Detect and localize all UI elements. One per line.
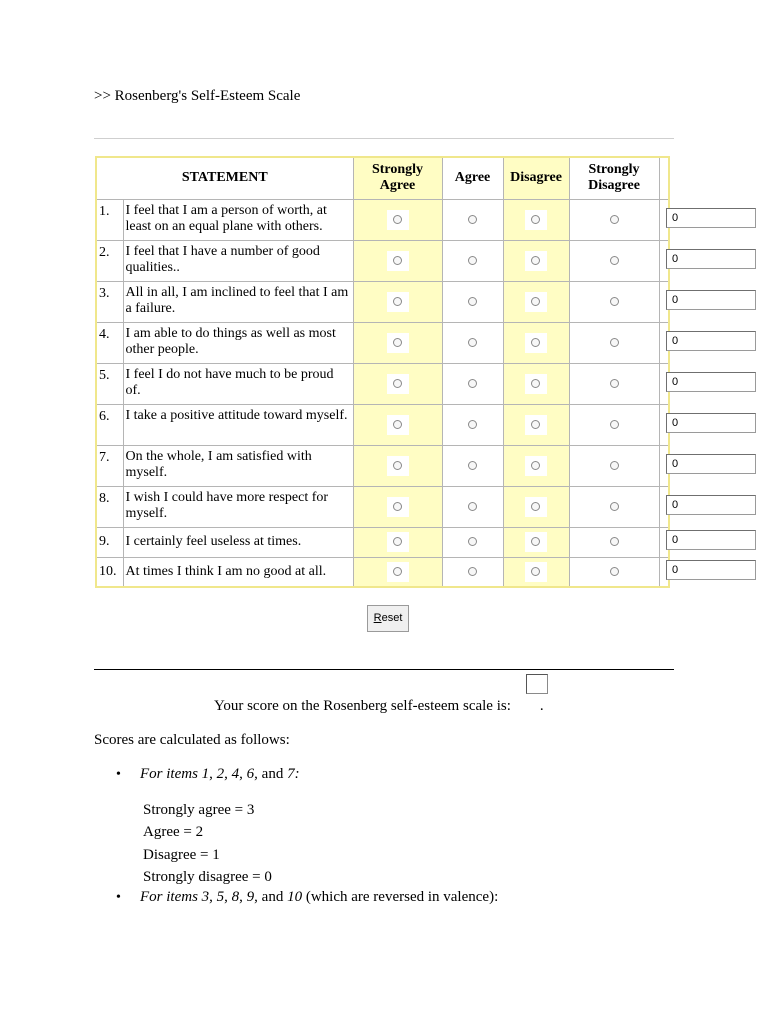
radio-sa[interactable] xyxy=(393,420,402,429)
g2-suffix: (which are reversed in valence): xyxy=(305,889,499,905)
radio-bg xyxy=(387,374,409,394)
header-agree: Agree xyxy=(442,157,503,199)
radio-a[interactable] xyxy=(468,215,477,224)
statement-text: I certainly feel useless at times. xyxy=(123,527,353,557)
scoring-intro: Scores are calculated as follows: xyxy=(94,732,290,748)
radio-sa[interactable] xyxy=(393,215,402,224)
item-score-input[interactable] xyxy=(666,413,756,433)
cell-sa xyxy=(353,322,442,363)
scale-line: Agree = 2 xyxy=(143,824,204,840)
radio-sd[interactable] xyxy=(610,297,619,306)
statement-text: I feel I do not have much to be proud of. xyxy=(123,363,353,404)
radio-a[interactable] xyxy=(468,502,477,511)
header-strongly-disagree: Strongly Disagree xyxy=(569,157,659,199)
g2-item: 10 xyxy=(287,889,303,905)
g1-item: 7 xyxy=(287,766,295,782)
statement-number: 1. xyxy=(96,199,123,240)
cell-sa xyxy=(353,445,442,486)
statement-text: I take a positive attitude toward myself. xyxy=(123,404,353,445)
cell-a xyxy=(442,527,503,557)
statement-number: 7. xyxy=(96,445,123,486)
radio-sa[interactable] xyxy=(393,461,402,470)
g1-item: 2 xyxy=(216,766,225,782)
g2-and: and xyxy=(261,889,284,905)
radio-d[interactable] xyxy=(531,256,540,265)
radio-d[interactable] xyxy=(531,537,540,546)
cell-sd xyxy=(569,363,659,404)
radio-d[interactable] xyxy=(531,461,540,470)
table-row xyxy=(96,527,669,557)
cell-d xyxy=(503,240,569,281)
table-row xyxy=(96,486,669,527)
statement-number: 4. xyxy=(96,322,123,363)
cell-sa xyxy=(353,527,442,557)
g1-suffix: : xyxy=(294,766,300,782)
radio-d[interactable] xyxy=(531,379,540,388)
radio-sa[interactable] xyxy=(393,379,402,388)
radio-bg xyxy=(387,292,409,312)
statement-number: 5. xyxy=(96,363,123,404)
cell-d xyxy=(503,557,569,587)
radio-d[interactable] xyxy=(531,502,540,511)
g1-prefix: For items xyxy=(140,766,202,782)
cell-a xyxy=(442,281,503,322)
table-row xyxy=(96,404,669,445)
cell-a xyxy=(442,445,503,486)
cell-d xyxy=(503,281,569,322)
survey-table xyxy=(95,156,670,588)
statement-number: 10. xyxy=(96,557,123,587)
table-header-row xyxy=(96,157,669,199)
item-score-input[interactable] xyxy=(666,208,756,228)
item-score-input[interactable] xyxy=(666,495,756,515)
cell-a xyxy=(442,557,503,587)
radio-bg xyxy=(525,497,547,517)
reset-button[interactable] xyxy=(367,605,409,632)
item-score-input[interactable] xyxy=(666,560,756,580)
g2-item: 3 xyxy=(201,889,210,905)
header-disagree: Disagree xyxy=(503,157,569,199)
radio-sa[interactable] xyxy=(393,537,402,546)
radio-sd[interactable] xyxy=(610,537,619,546)
header-spacer xyxy=(659,157,669,199)
table-row xyxy=(96,199,669,240)
cell-d xyxy=(503,199,569,240)
radio-d[interactable] xyxy=(531,215,540,224)
radio-bg xyxy=(525,292,547,312)
cell-a xyxy=(442,404,503,445)
radio-bg xyxy=(525,415,547,435)
radio-sd[interactable] xyxy=(610,420,619,429)
radio-sd[interactable] xyxy=(610,379,619,388)
item-score-input[interactable] xyxy=(666,249,756,269)
cell-sd xyxy=(569,281,659,322)
statement-number: 3. xyxy=(96,281,123,322)
g2-item: 8 xyxy=(231,889,240,905)
cell-a xyxy=(442,486,503,527)
total-score-box[interactable] xyxy=(526,674,548,694)
g2-prefix: For items xyxy=(140,889,202,905)
radio-sd[interactable] xyxy=(610,215,619,224)
cell-sa xyxy=(353,557,442,587)
table-row xyxy=(96,322,669,363)
statement-text: All in all, I am inclined to feel that I am a failure. xyxy=(123,281,353,322)
cell-sd xyxy=(569,557,659,587)
table-row xyxy=(96,557,669,587)
item-score-input[interactable] xyxy=(666,530,756,550)
radio-a[interactable] xyxy=(468,256,477,265)
radio-bg xyxy=(387,415,409,435)
cell-sa xyxy=(353,486,442,527)
cell-sa xyxy=(353,281,442,322)
statement-text: I feel that I am a person of worth, at least on an equal plane with others. xyxy=(123,199,353,240)
g1-item: 4 xyxy=(231,766,240,782)
radio-bg xyxy=(387,210,409,230)
scale-line: Strongly disagree = 0 xyxy=(143,869,272,885)
cell-sa xyxy=(353,363,442,404)
radio-a[interactable] xyxy=(468,338,477,347)
reset-label-rest: eset xyxy=(381,612,403,624)
cell-d xyxy=(503,363,569,404)
radio-bg xyxy=(525,374,547,394)
scale-line: Disagree = 1 xyxy=(143,847,220,863)
radio-sd[interactable] xyxy=(610,256,619,265)
radio-bg xyxy=(525,532,547,552)
radio-sa[interactable] xyxy=(393,502,402,511)
score-end: . xyxy=(539,698,544,714)
statement-number: 9. xyxy=(96,527,123,557)
radio-d[interactable] xyxy=(531,420,540,429)
item-score-input[interactable] xyxy=(666,331,756,351)
radio-bg xyxy=(387,333,409,353)
radio-d[interactable] xyxy=(531,567,540,576)
cell-d xyxy=(503,445,569,486)
radio-sa[interactable] xyxy=(393,338,402,347)
radio-sa[interactable] xyxy=(393,297,402,306)
bullet-1: • xyxy=(116,767,121,782)
cell-d xyxy=(503,486,569,527)
table-row xyxy=(96,445,669,486)
cell-a xyxy=(442,199,503,240)
radio-d[interactable] xyxy=(531,338,540,347)
score-text: Your score on the Rosenberg self-esteem scale is: xyxy=(214,698,511,714)
radio-bg xyxy=(525,456,547,476)
cell-a xyxy=(442,363,503,404)
radio-sd[interactable] xyxy=(610,338,619,347)
radio-bg xyxy=(387,251,409,271)
g2-item: 9 xyxy=(246,889,255,905)
scale-line: Strongly agree = 3 xyxy=(143,802,255,818)
cell-sd xyxy=(569,445,659,486)
header-statement: STATEMENT xyxy=(96,157,353,199)
page-title: >> Rosenberg's Self-Esteem Scale xyxy=(94,88,301,104)
cell-d xyxy=(503,404,569,445)
cell-sa xyxy=(353,404,442,445)
statement-text: I feel that I have a number of good qualities.. xyxy=(123,240,353,281)
bullet-2: • xyxy=(116,890,121,905)
cell-sd xyxy=(569,240,659,281)
radio-a[interactable] xyxy=(468,537,477,546)
radio-sa[interactable] xyxy=(393,567,402,576)
statement-number: 8. xyxy=(96,486,123,527)
radio-sd[interactable] xyxy=(610,567,619,576)
result-divider xyxy=(94,669,674,670)
reset-label-mnemonic: R xyxy=(373,612,382,624)
statement-text: At times I think I am no good at all. xyxy=(123,557,353,587)
cell-sd xyxy=(569,404,659,445)
radio-a[interactable] xyxy=(468,461,477,470)
radio-bg xyxy=(387,497,409,517)
header-strongly-agree: Strongly Agree xyxy=(353,157,442,199)
cell-sd xyxy=(569,527,659,557)
statement-number: 6. xyxy=(96,404,123,445)
g1-and: and xyxy=(261,766,284,782)
cell-sa xyxy=(353,199,442,240)
cell-a xyxy=(442,240,503,281)
scoring-group-1: For items 1, 2, 4, 6, and 7: xyxy=(140,766,300,782)
cell-sd xyxy=(569,322,659,363)
radio-a[interactable] xyxy=(468,379,477,388)
cell-d xyxy=(503,527,569,557)
radio-bg xyxy=(387,532,409,552)
radio-bg xyxy=(525,333,547,353)
radio-bg xyxy=(525,562,547,582)
table-row xyxy=(96,363,669,404)
radio-a[interactable] xyxy=(468,420,477,429)
radio-bg xyxy=(525,251,547,271)
score-line xyxy=(214,698,544,715)
cell-d xyxy=(503,322,569,363)
radio-bg xyxy=(387,562,409,582)
cell-sa xyxy=(353,240,442,281)
table-row xyxy=(96,240,669,281)
statement-text: I wish I could have more respect for myself. xyxy=(123,486,353,527)
radio-sd[interactable] xyxy=(610,502,619,511)
radio-bg xyxy=(525,210,547,230)
statement-text: I am able to do things as well as most other people. xyxy=(123,322,353,363)
item-score-input[interactable] xyxy=(666,372,756,392)
radio-sd[interactable] xyxy=(610,461,619,470)
radio-bg xyxy=(387,456,409,476)
radio-sa[interactable] xyxy=(393,256,402,265)
cell-sd xyxy=(569,199,659,240)
cell-a xyxy=(442,322,503,363)
item-score-input[interactable] xyxy=(666,454,756,474)
scoring-group-2: For items 3, 5, 8, 9, and 10 (which are reversed in valence): xyxy=(140,889,499,905)
radio-a[interactable] xyxy=(468,297,477,306)
statement-text: On the whole, I am satisfied with myself. xyxy=(123,445,353,486)
radio-d[interactable] xyxy=(531,297,540,306)
radio-a[interactable] xyxy=(468,567,477,576)
g2-item: 5 xyxy=(216,889,225,905)
g1-item: 1 xyxy=(201,766,210,782)
g1-item: 6 xyxy=(246,766,255,782)
statement-number: 2. xyxy=(96,240,123,281)
top-divider xyxy=(94,138,674,139)
table-row xyxy=(96,281,669,322)
cell-sd xyxy=(569,486,659,527)
item-score-input[interactable] xyxy=(666,290,756,310)
